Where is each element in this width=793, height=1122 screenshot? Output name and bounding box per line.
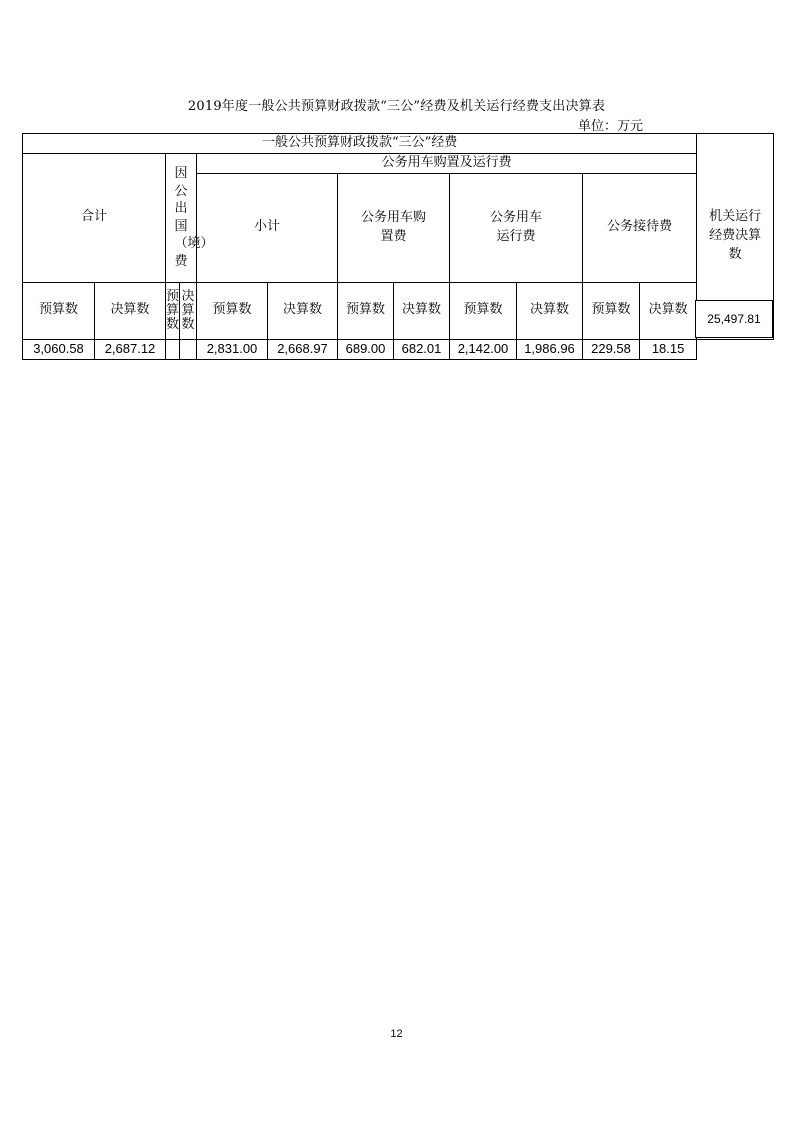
abroad-budget-value xyxy=(166,339,180,359)
page-title: 2019年度一般公共预算财政拨款“三公”经费及机关运行经费支出决算表 xyxy=(187,99,606,114)
total-final-label: 决算数 xyxy=(95,282,166,339)
run-final-value: 1,986.96 xyxy=(517,339,583,359)
header-reception: 公务接待费 xyxy=(583,173,697,282)
total-budget-value: 3,060.58 xyxy=(23,339,95,359)
header-vehicle: 公务用车购置及运行费 xyxy=(197,153,697,173)
abroad-final-label: 决算数 xyxy=(180,282,197,339)
total-budget-label: 预算数 xyxy=(23,282,95,339)
admin-empty-cell xyxy=(697,339,774,359)
header-abroad-label: 因公出国（境）费 xyxy=(174,166,214,269)
reception-final-label: 决算数 xyxy=(640,282,697,339)
subtotal-final-value: 2,668.97 xyxy=(268,339,338,359)
reception-budget-value: 229.58 xyxy=(583,339,640,359)
expense-table xyxy=(22,133,774,360)
header-admin-cost-label: 机关运行经费决算数 xyxy=(709,209,762,262)
subtotal-final-label: 决算数 xyxy=(268,282,338,339)
header-vehicle-purchase xyxy=(338,173,450,282)
abroad-budget-label: 预算数 xyxy=(166,282,180,339)
purchase-final-label: 决算数 xyxy=(394,282,450,339)
subtotal-budget-value: 2,831.00 xyxy=(197,339,268,359)
reception-final-value: 18.15 xyxy=(640,339,697,359)
unit-label: 单位：万元 xyxy=(578,119,644,134)
header-vehicle-run xyxy=(450,173,583,282)
purchase-budget-label: 预算数 xyxy=(338,282,394,339)
run-budget-label: 预算数 xyxy=(450,282,517,339)
reception-budget-label: 预算数 xyxy=(583,282,640,339)
abroad-final-value xyxy=(180,339,197,359)
admin-cost-value: 25,497.81 xyxy=(695,300,773,338)
subtotal-budget-label: 预算数 xyxy=(197,282,268,339)
header-vehicle-run-label: 公务用车运行费 xyxy=(489,209,542,244)
total-final-value: 2,687.12 xyxy=(95,339,166,359)
purchase-budget-value: 689.00 xyxy=(338,339,394,359)
page-number: 12 xyxy=(390,1028,403,1040)
purchase-final-value: 682.01 xyxy=(394,339,450,359)
header-vehicle-purchase-label: 公务用车购置费 xyxy=(360,209,426,244)
header-three-public: 一般公共预算财政拨款“三公”经费 xyxy=(23,134,697,154)
run-final-label: 决算数 xyxy=(517,282,583,339)
run-budget-value: 2,142.00 xyxy=(450,339,517,359)
header-subtotal: 小计 xyxy=(197,173,338,282)
header-abroad xyxy=(166,153,214,282)
header-total: 合计 xyxy=(23,153,166,282)
